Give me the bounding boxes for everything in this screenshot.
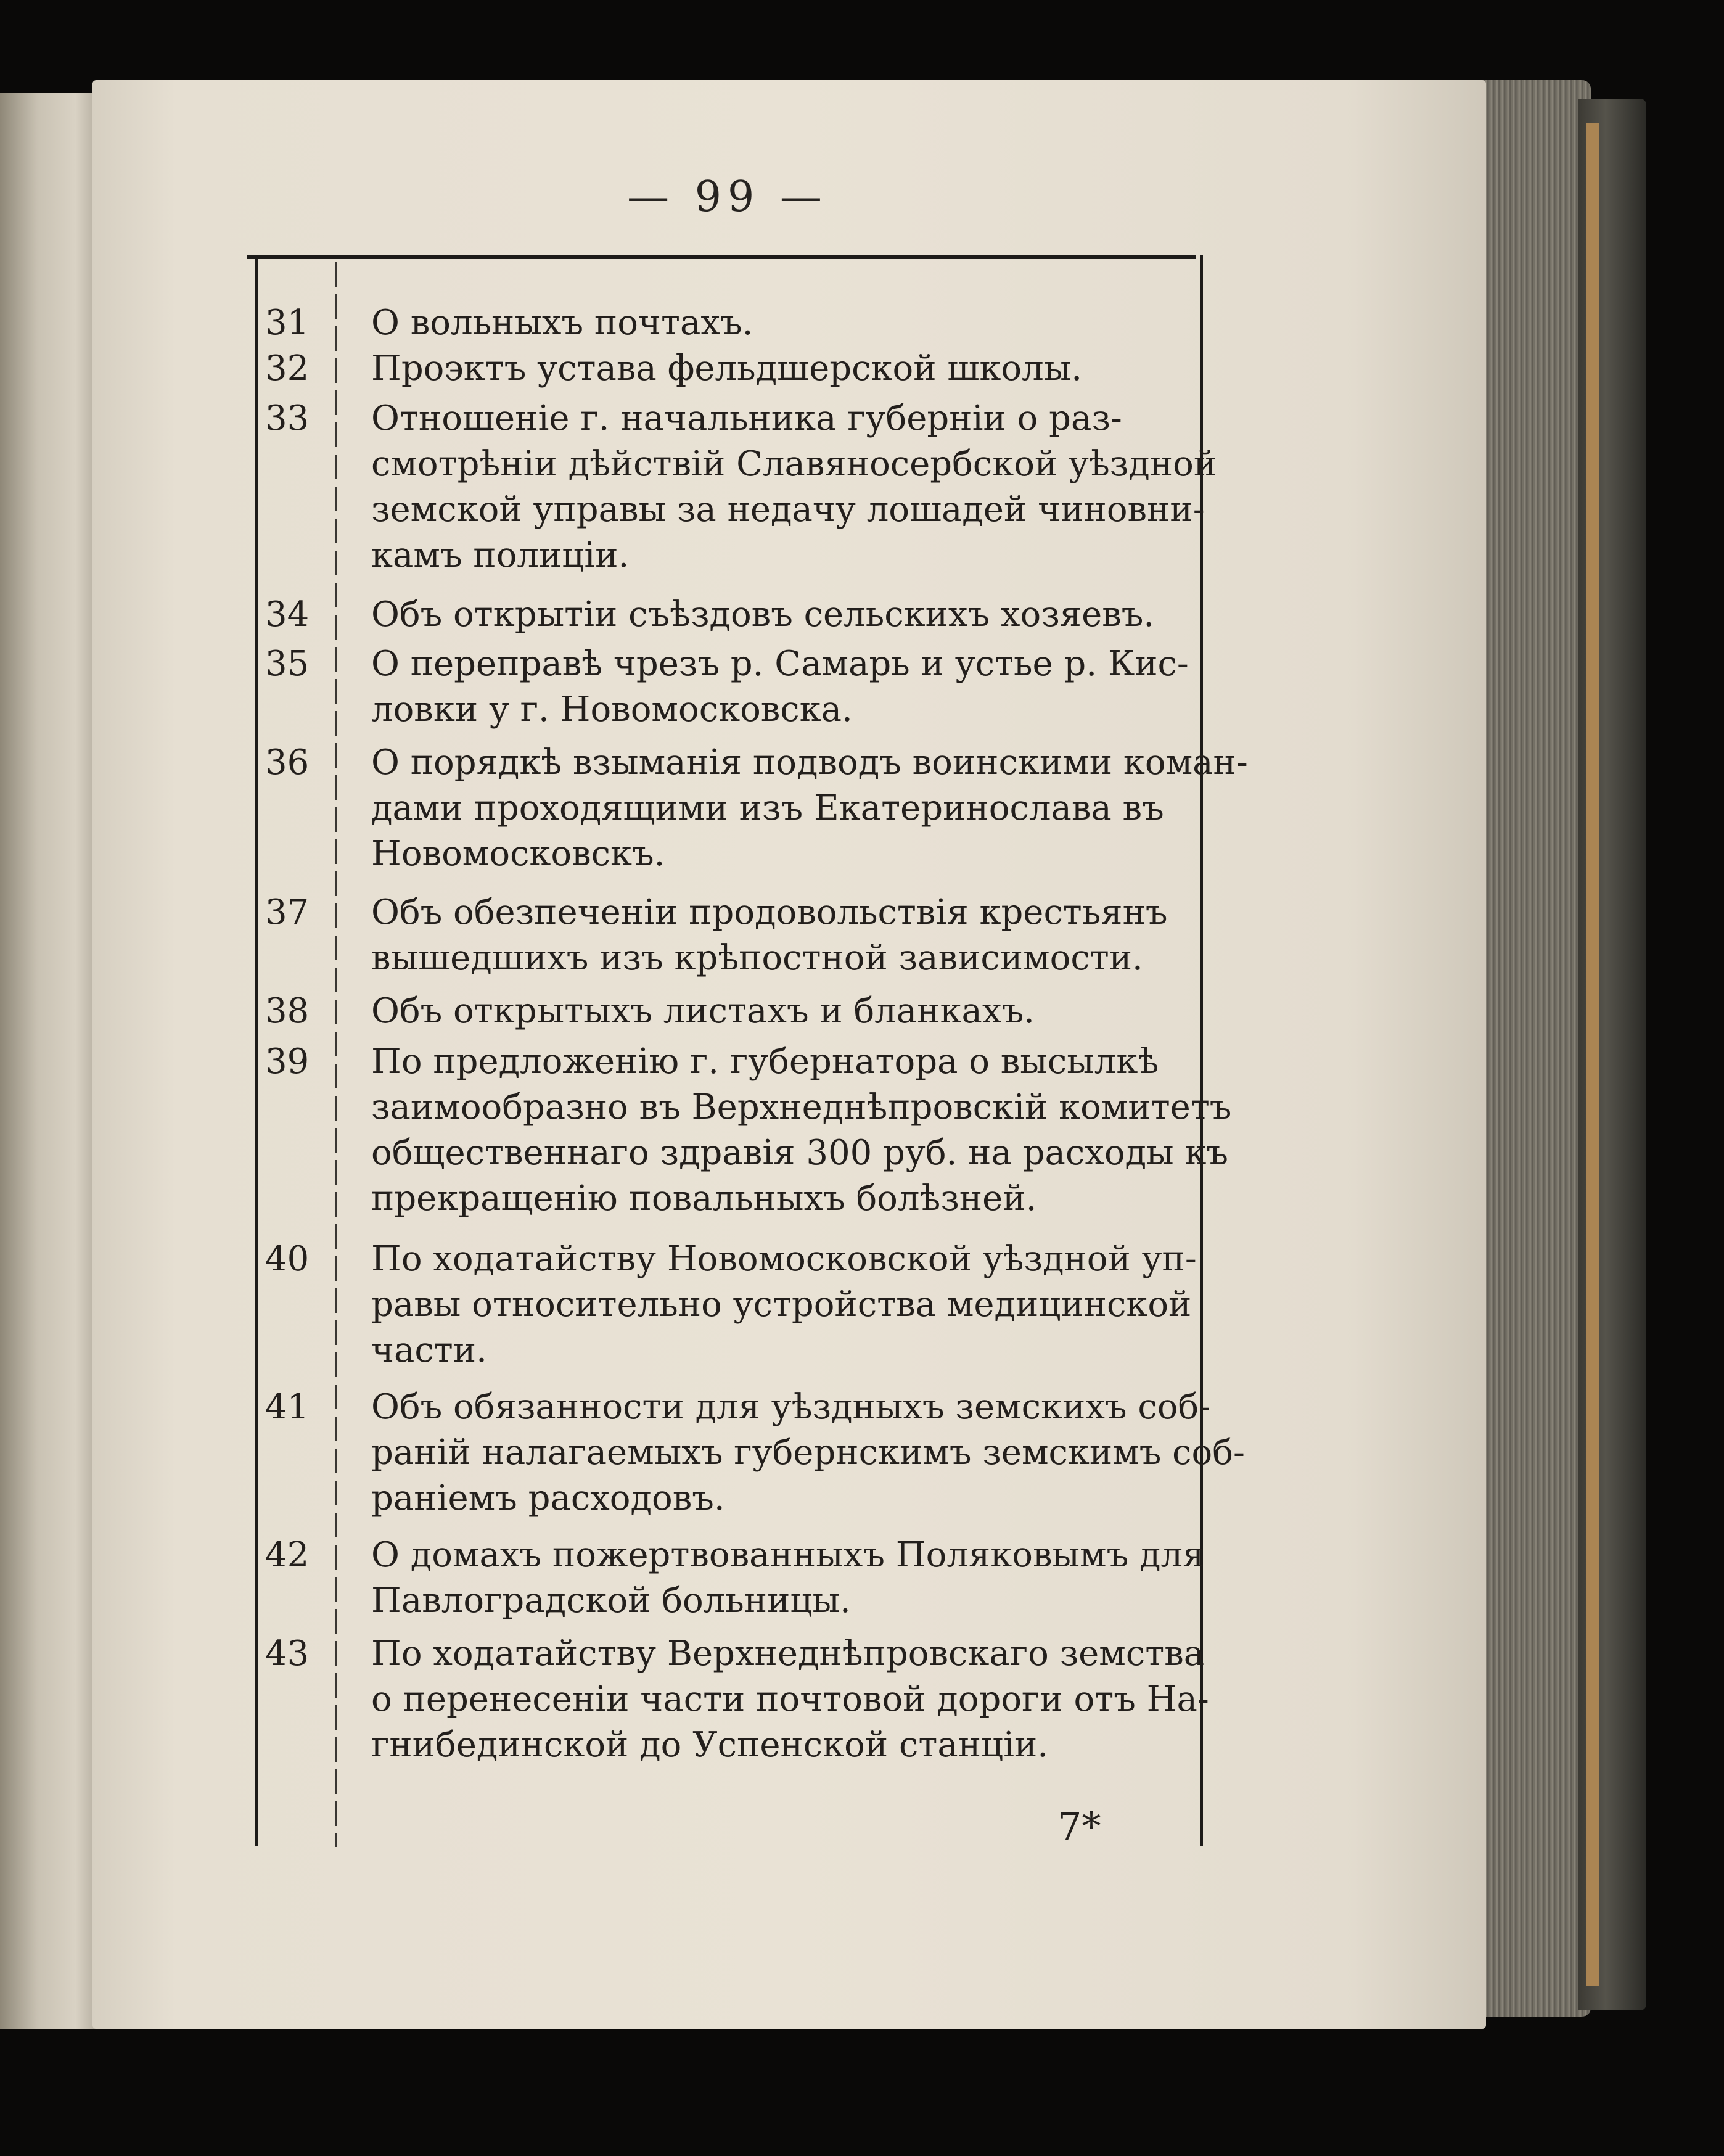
entry-text: Объ обезпеченіи продовольствія крестьянъ вышедшихъ изъ крѣпостной зависимости. — [371, 892, 1168, 978]
entry-text: О переправѣ чрезъ р. Самарь и устье р. Кис- ловки у г. Новомосковска. — [371, 644, 1189, 730]
entry-number: 35 — [265, 644, 310, 684]
entry-text: По ходатайству Новомосковской уѣздной уп- равы относительно устройства медицинской части. — [371, 1239, 1197, 1370]
entry-number: 34 — [265, 595, 310, 635]
entry-text: Отношеніе г. начальника губерніи о раз- смотрѣніи дѣйствій Славяносербской уѣздной земской управы за недачу лошадей чиновни- камъ полиціи. — [371, 398, 1217, 575]
table-left-rule — [255, 255, 258, 1846]
entry-text: Объ обязанности для уѣздныхъ земскихъ соб- раній налагаемыхъ губернскимъ земскимъ соб- раніемъ расходовъ. — [371, 1387, 1245, 1518]
entry-text: О порядкѣ взыманія подводъ воинскими коман- дами проходящими изъ Екатеринослава въ Новомосковскъ. — [371, 743, 1248, 874]
left-page-edge — [0, 93, 108, 2029]
entry-number: 36 — [265, 743, 310, 783]
entry-text: О домахъ пожертвованныхъ Поляковымъ для Павлоградской больницы. — [371, 1535, 1205, 1621]
entry-text: Объ открытіи съѣздовъ сельскихъ хозяевъ. — [371, 595, 1155, 635]
entry-number: 42 — [265, 1535, 310, 1575]
entry-number: 38 — [265, 991, 310, 1031]
signature-mark: 7* — [1057, 1804, 1101, 1849]
entry-text: Объ открытыхъ листахъ и бланкахъ. — [371, 991, 1035, 1031]
entry-number: 31 — [265, 303, 310, 343]
entry-number: 41 — [265, 1387, 310, 1427]
entry-text: О вольныхъ почтахъ. — [371, 303, 753, 343]
entry-number: 32 — [265, 348, 310, 389]
entry-text: По ходатайству Верхнеднѣпровскаго земства о перенесеніи части почтовой дороги отъ На- гнибединской до Успенской станціи. — [371, 1634, 1209, 1765]
entry-number: 39 — [265, 1042, 310, 1082]
entry-text: Проэктъ устава фельдшерской школы. — [371, 348, 1083, 389]
page-number: — 99 — — [627, 173, 828, 221]
cover-edge-trim — [1586, 123, 1599, 1986]
entry-number: 40 — [265, 1239, 310, 1279]
table-top-rule — [247, 255, 1196, 259]
entry-text: По предложенію г. губернатора о высылкѣ заимообразно въ Верхнеднѣпровскій комитетъ общественнаго здравія 300 руб. на расходы къ прекращенію повальныхъ болѣзней. — [371, 1042, 1232, 1219]
entry-number: 43 — [265, 1634, 310, 1674]
page-block-edges — [1467, 80, 1591, 2017]
entry-number: 37 — [265, 892, 310, 932]
entry-number: 33 — [265, 398, 310, 438]
table-column-rule — [335, 262, 337, 1847]
